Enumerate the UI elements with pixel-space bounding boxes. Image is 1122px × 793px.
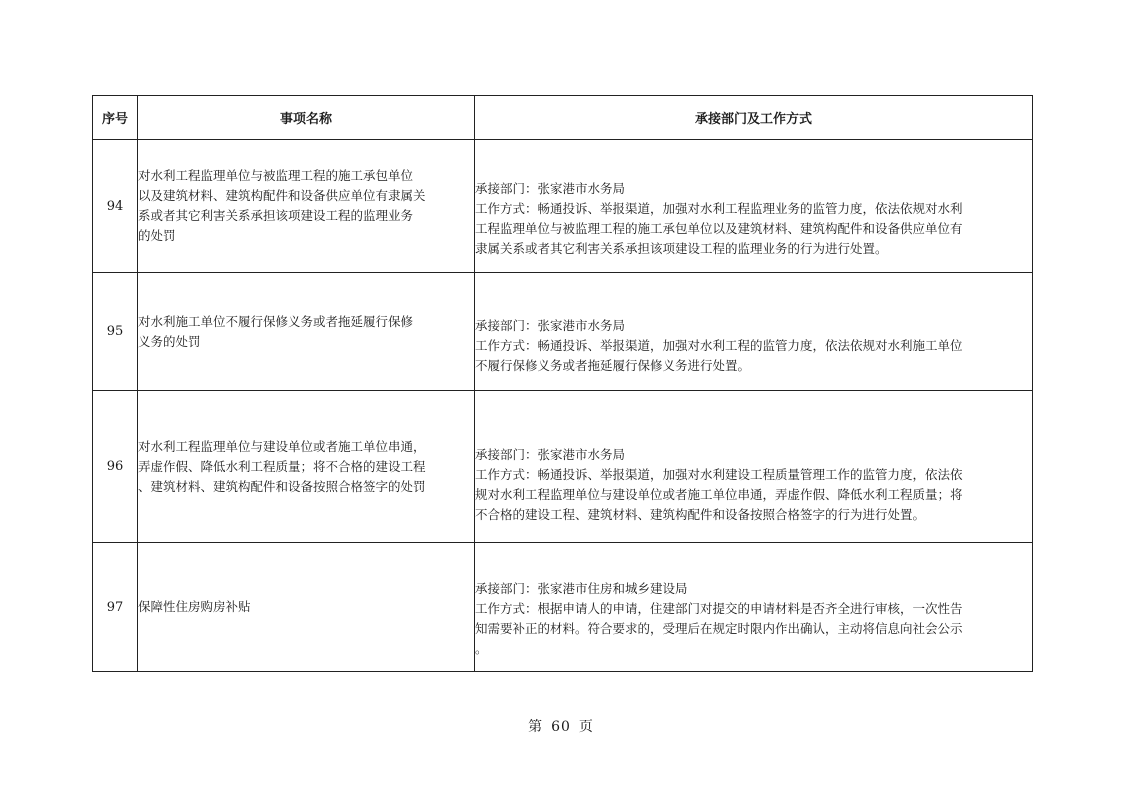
table-row — [93, 273, 1033, 391]
item-name-line: 对水利工程监理单位与被监理工程的施工承包单位 — [138, 168, 414, 183]
table-header-row — [93, 96, 1033, 140]
item-name-line: 、建筑材料、建筑构配件和设备按照合格签字的处罚 — [138, 478, 426, 494]
item-name-line: 义务的处罚 — [138, 333, 201, 349]
item-name — [138, 140, 475, 273]
page-number-value: 60 — [551, 719, 571, 735]
item-name — [138, 273, 475, 391]
item-name-line: 以及建筑材料、建筑构配件和设备供应单位有隶属关 — [138, 188, 426, 203]
department-method — [475, 273, 1033, 391]
serial-number: 97 — [93, 543, 138, 672]
serial-number: 96 — [93, 391, 138, 543]
page-suffix: 页 — [578, 719, 594, 735]
header-department-method: 承接部门及工作方式 — [475, 96, 1033, 140]
serial-number: 95 — [93, 273, 138, 391]
department-line: 承接部门：张家港市水务局 — [475, 181, 626, 196]
serial-number: 94 — [93, 140, 138, 273]
method-line: 不合格的建设工程、建筑材料、建筑构配件和设备按照合格签字的行为进行处置。 — [475, 506, 926, 522]
item-name — [138, 391, 475, 543]
item-name-line: 弄虚作假、降低水利工程质量；将不合格的建设工程 — [138, 458, 426, 474]
service-items-table — [92, 95, 1033, 672]
method-line: 工作方式：畅通投诉、举报渠道，加强对水利工程监理业务的监管力度，依法依规对水利 — [475, 201, 963, 216]
header-item-name: 事项名称 — [138, 96, 475, 140]
item-name-line: 对水利工程监理单位与建设单位或者施工单位串通， — [138, 438, 426, 454]
item-name-line: 的处罚 — [138, 228, 176, 243]
item-name-line: 系或者其它利害关系承担该项建设工程的监理业务 — [138, 208, 414, 223]
department-method — [475, 391, 1033, 543]
department-line: 承接部门：张家港市水务局 — [475, 446, 626, 462]
method-line: 工作方式：畅通投诉、举报渠道，加强对水利工程的监管力度，依法依规对水利施工单位 — [475, 337, 963, 353]
table-row — [93, 543, 1033, 672]
department-line: 承接部门：张家港市住房和城乡建设局 — [475, 581, 688, 596]
method-line: 工作方式：根据申请人的申请，住建部门对提交的申请材料是否齐全进行审核，一次性告 — [475, 601, 963, 616]
method-line: 工作方式：畅通投诉、举报渠道，加强对水利建设工程质量管理工作的监管力度，依法依 — [475, 466, 963, 482]
header-serial-number: 序号 — [93, 96, 138, 140]
department-method — [475, 140, 1033, 273]
method-line: 工程监理单位与被监理工程的施工承包单位以及建筑材料、建筑构配件和设备供应单位有 — [475, 221, 963, 236]
method-line: 。 — [475, 641, 488, 656]
department-line: 承接部门：张家港市水务局 — [475, 317, 626, 333]
method-line: 知需要补正的材料。符合要求的，受理后在规定时限内作出确认，主动将信息向社会公示 — [475, 621, 963, 636]
department-method — [475, 543, 1033, 672]
item-name-line: 保障性住房购房补贴 — [138, 599, 251, 614]
table-row — [93, 391, 1033, 543]
method-line: 不履行保修义务或者拖延履行保修义务进行处置。 — [475, 357, 751, 373]
table-row — [93, 140, 1033, 273]
item-name-line: 对水利施工单位不履行保修义务或者拖延履行保修 — [138, 313, 414, 329]
method-line: 隶属关系或者其它利害关系承担该项建设工程的监理业务的行为进行处置。 — [475, 241, 888, 256]
page-prefix: 第 — [528, 719, 544, 735]
item-name — [138, 543, 475, 672]
method-line: 规对水利工程监理单位与建设单位或者施工单位串通，弄虚作假、降低水利工程质量；将 — [475, 486, 963, 502]
page-number — [0, 716, 1122, 736]
